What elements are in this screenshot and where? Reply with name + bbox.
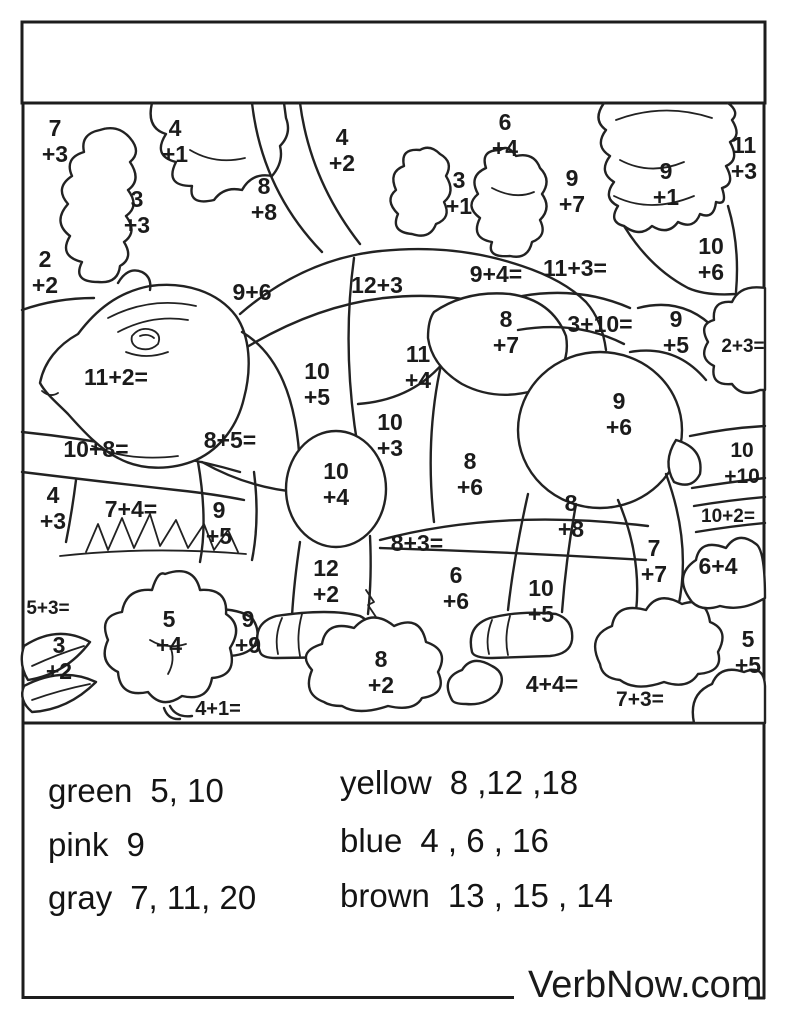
hill-line [22, 298, 94, 310]
key-color-name: blue [340, 822, 403, 859]
key-row-blue [340, 822, 549, 860]
math-problem: 11+2= [84, 364, 148, 390]
background-line [728, 206, 737, 292]
site-credit: VerbNow.com [528, 964, 763, 1006]
key-row-gray [48, 879, 256, 917]
math-problem: 4+1= [195, 698, 241, 720]
math-problem: 3 +3 [123, 186, 151, 238]
math-problem: 8+5= [203, 427, 257, 453]
tree-canopy-center-a [390, 148, 450, 236]
math-problem: 11+3= [543, 255, 607, 281]
math-problem: 10 +10 [724, 439, 760, 488]
math-problem: 9 +7 [558, 165, 586, 217]
bear-haunch [518, 352, 682, 508]
math-problem: 8 +6 [456, 448, 484, 500]
math-problem: 6+4 [698, 553, 738, 579]
math-problem: 10+2= [701, 506, 755, 527]
math-problem: 4+4= [525, 671, 579, 697]
math-problem: 8 +7 [492, 306, 520, 358]
key-row-brown [340, 877, 613, 915]
math-problem: 9 +6 [605, 388, 633, 440]
math-problem: 5+3= [26, 598, 70, 619]
front-leg [292, 542, 300, 616]
far-front-leg [198, 462, 204, 562]
bear-tail [668, 440, 700, 485]
ground-divider [66, 480, 76, 542]
math-problem: 9+4= [469, 261, 523, 287]
math-problem: 4 +3 [39, 482, 67, 534]
math-problem: 3+10= [567, 311, 633, 337]
body-arc [431, 352, 444, 522]
key-row-pink [48, 826, 145, 864]
math-problem: 4 +2 [328, 124, 356, 176]
key-row-green [48, 772, 224, 810]
rear-paw [471, 613, 572, 658]
key-numbers: 9 [126, 826, 145, 863]
far-rear-leg [666, 474, 683, 608]
math-problem: 5 +4 [155, 606, 183, 658]
flower-stem [170, 706, 192, 716]
math-problem: 5 +5 [734, 626, 762, 678]
canopy-detail [190, 150, 245, 160]
math-problem: 7+4= [104, 496, 158, 522]
math-problem: 2+3= [721, 336, 765, 357]
math-problem: 9 +5 [662, 306, 690, 358]
math-problem: 10 +4 [322, 458, 350, 510]
math-problem: 7 +3 [41, 115, 69, 167]
far-rear-leg [618, 500, 637, 612]
name-box [22, 22, 765, 103]
tree-canopy-left-tall [60, 128, 136, 282]
math-problem: 12+3 [351, 272, 403, 298]
math-problem: 8 +8 [557, 490, 585, 542]
key-color-name: pink [48, 826, 109, 863]
footer-line [22, 996, 514, 999]
math-problem: 8+3= [390, 530, 444, 556]
key-color-name: brown [340, 877, 430, 914]
key-row-yellow [340, 764, 578, 802]
front-leg [368, 536, 371, 614]
math-problem: 10+8= [63, 436, 129, 462]
math-problem: 10 +3 [376, 409, 404, 461]
math-problem: 10 +6 [697, 233, 725, 285]
key-color-name: yellow [340, 764, 432, 801]
math-problem: 8 +8 [250, 173, 278, 225]
key-numbers: 4 , 6 , 16 [420, 822, 549, 859]
key-numbers: 5, 10 [150, 772, 224, 809]
math-problem: 6 +4 [491, 109, 519, 161]
pine-detail [616, 110, 712, 120]
canopy-detail [492, 188, 534, 195]
tree-canopy-center-b [471, 148, 546, 257]
math-problem: 2 +2 [31, 246, 59, 298]
ground-line [694, 497, 765, 506]
key-color-name: gray [48, 879, 113, 916]
math-problem: 10 +5 [303, 358, 331, 410]
math-problem: 3 +1 [445, 167, 473, 219]
small-cloud-bush [448, 661, 502, 704]
math-problem: 12 +2 [312, 555, 340, 607]
math-problem: 9 +9 [234, 606, 262, 658]
math-problem: 6 +6 [442, 562, 470, 614]
math-problem: 11 +3 [730, 132, 758, 184]
math-problem: 7+3= [616, 688, 664, 711]
pine-detail [620, 160, 684, 169]
math-problem: 9+6 [232, 279, 272, 305]
math-problem: 9 +5 [205, 497, 233, 549]
ground-line [690, 426, 765, 436]
key-numbers: 13 , 15 , 14 [447, 877, 614, 914]
math-problem: 7 +7 [640, 535, 668, 587]
math-problem: 8 +2 [367, 646, 395, 698]
grass-base [60, 550, 246, 556]
math-problem: 10 +5 [527, 575, 555, 627]
math-problem: 4 +1 [161, 115, 189, 167]
key-color-name: green [48, 772, 133, 809]
bush [595, 598, 722, 686]
key-numbers: 7, 11, 20 [130, 879, 257, 916]
math-problem: 3 +2 [45, 632, 73, 684]
key-numbers: 8 ,12 ,18 [449, 764, 579, 801]
math-problem: 9 +1 [652, 158, 680, 210]
math-problem: 11 +4 [404, 341, 432, 393]
